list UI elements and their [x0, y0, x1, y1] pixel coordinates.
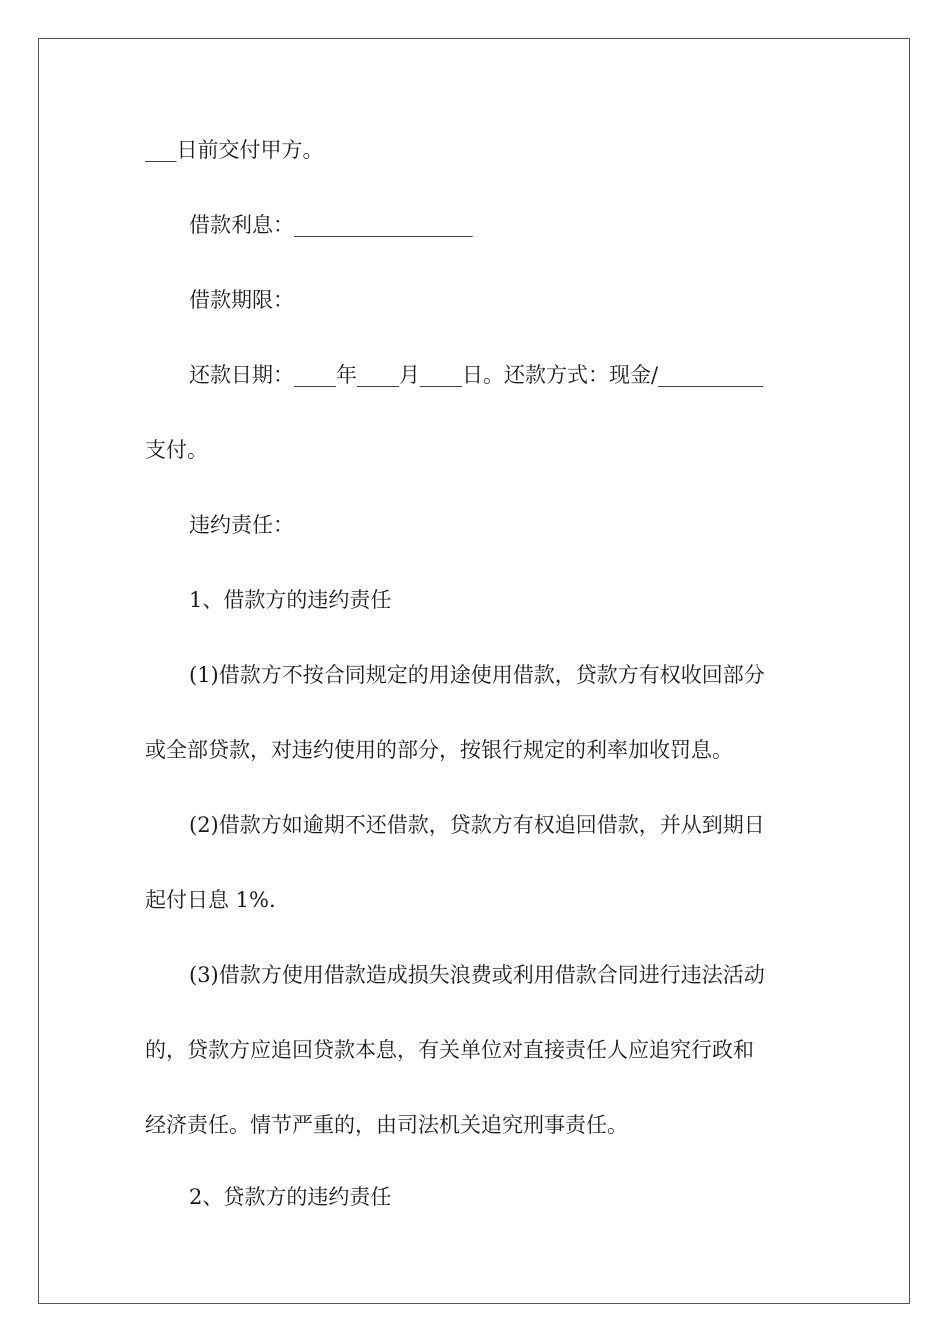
- text-line-8: (1)借款方不按合同规定的用途使用借款，贷款方有权收回部分: [189, 663, 765, 687]
- text-line-3: 借款期限：: [189, 288, 294, 312]
- text-line-11: 起付日息 1%.: [145, 888, 276, 912]
- text-line-2: 借款利息：_________________: [189, 213, 473, 237]
- text-line-14: 经济责任。情节严重的，由司法机关追究刑事责任。: [145, 1113, 628, 1137]
- text-line-15: 2、贷款方的违约责任: [189, 1185, 392, 1209]
- text-line-5: 支付。: [145, 438, 208, 462]
- text-line-10: (2)借款方如逾期不还借款，贷款方有权追回借款，并从到期日: [189, 813, 765, 837]
- text-line-1: ___日前交付甲方。: [145, 138, 324, 162]
- text-line-12: (3)借款方使用借款造成损失浪费或利用借款合同进行违法活动: [189, 963, 765, 987]
- text-line-6: 违约责任：: [189, 513, 294, 537]
- text-line-4: 还款日期：____年____月____日。还款方式：现金/__________: [189, 363, 764, 387]
- text-line-9: 或全部贷款，对违约使用的部分，按银行规定的利率加收罚息。: [145, 738, 733, 762]
- text-line-13: 的，贷款方应追回贷款本息，有关单位对直接责任人应追究行政和: [145, 1038, 754, 1062]
- text-line-7: 1、借款方的违约责任: [189, 588, 392, 612]
